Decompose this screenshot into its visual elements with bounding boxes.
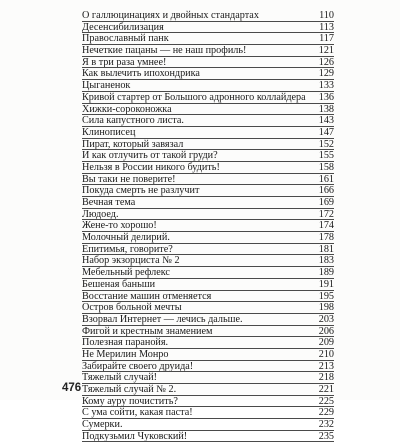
toc-entry [82, 92, 334, 104]
toc-entry-page: 221 [318, 384, 334, 395]
toc-entry [82, 68, 334, 80]
toc-entry [82, 162, 334, 174]
toc-entry [82, 115, 334, 127]
toc-entry [82, 431, 334, 442]
toc-entry-title: Полезная паранойя. [82, 337, 169, 349]
toc-entry-title: Тяжелый случай № 2. [82, 384, 177, 395]
toc-entry-page: 232 [318, 419, 334, 431]
toc-entry-title: Как вылечить ипохондрика [82, 68, 200, 80]
toc-entry-page: 136 [318, 91, 334, 103]
toc-entry-title: Покуда смерть не разлучит [82, 185, 200, 197]
toc-entry-page: 213 [318, 360, 334, 372]
toc-entry [82, 302, 334, 314]
toc-entry-title: Десенсибилизация [82, 21, 164, 33]
toc-entry-title: Людоед. [82, 208, 119, 220]
toc-entry [82, 150, 334, 162]
toc-entry [82, 396, 334, 408]
page-number: 476 [62, 382, 82, 394]
toc-entry-page: 138 [318, 103, 334, 115]
toc-entry-page: 174 [318, 220, 334, 232]
toc-entry-title: Фигой и крестным знамением [82, 325, 213, 337]
toc-entry-title: Сила капустного листа. [82, 115, 184, 127]
toc-entry [82, 384, 334, 396]
toc-entry-page: 169 [318, 197, 334, 208]
toc-entry-page: 161 [318, 173, 334, 185]
toc-entry [82, 419, 334, 431]
toc-entry-title: Хижки-сороконожка [82, 103, 172, 115]
toc-entry [82, 337, 334, 349]
toc-entry-title: Мебельный рефлекс [82, 267, 170, 279]
toc-entry-page: 210 [318, 348, 334, 360]
toc-entry-page: 195 [318, 290, 334, 302]
toc-entry-title: Остров больной мечты [82, 302, 182, 314]
toc-entry-page: 191 [318, 278, 334, 290]
toc-entry-title: Тяжелый случай! [82, 372, 158, 384]
toc-entry [82, 80, 334, 92]
toc-entry [82, 407, 334, 419]
toc-entry-title: Православный панк [82, 33, 169, 45]
toc-entry-title: Взорвал Интернет — лечись дальше. [82, 313, 243, 325]
toc-entry-title: Сумерки. [82, 419, 123, 431]
toc-entry-title: Восстание машин отменяется [82, 290, 212, 302]
toc-entry-page: 235 [318, 430, 334, 442]
toc-entry-title: Набор экзорциста № 2 [82, 255, 180, 267]
toc-entry-page: 113 [319, 21, 334, 33]
toc-entry [82, 291, 334, 303]
toc-entry-page: 181 [318, 243, 334, 255]
toc-entry [82, 139, 334, 151]
toc-entry-title: Клинописец [82, 126, 136, 138]
toc-entry-page: 152 [318, 138, 334, 150]
toc-entry-title: Вечная тема [82, 197, 136, 208]
toc-entry-title: Пират, который завязал [82, 138, 184, 150]
toc-entry-page: 143 [318, 115, 334, 127]
toc-entry-page: 183 [318, 255, 334, 267]
toc-entry-page: 121 [318, 45, 334, 57]
toc-entry-title: Вы таки не поверите! [82, 173, 176, 185]
toc-entry [82, 372, 334, 384]
toc-entry-page: 198 [318, 302, 334, 314]
toc-entry [82, 45, 334, 57]
toc-entry [82, 255, 334, 267]
toc-entry-title: Кривой стартер от Большого адронного коллайдера [82, 91, 306, 103]
toc-entry-page: 218 [318, 372, 334, 384]
toc-entry [82, 127, 334, 139]
toc-entry-title: Забирайте своего друида! [82, 360, 194, 372]
toc-entry-page: 209 [318, 337, 334, 349]
toc-entry-title: Молочный делирий. [82, 232, 170, 244]
toc-entry [82, 361, 334, 373]
toc-entry-title: Подкузьмил Чуковский! [82, 430, 188, 442]
toc-entry [82, 185, 334, 197]
toc-entry-page: 203 [318, 313, 334, 325]
toc-entry-page: 166 [318, 185, 334, 197]
toc-entry-title: Нельзя в России никого будить! [82, 161, 220, 173]
toc-entry-title: Нечеткие пацаны — не наш профиль! [82, 45, 247, 57]
toc-entry-page: 158 [318, 161, 334, 173]
toc-entry-page: 110 [319, 10, 334, 21]
toc-entry [82, 220, 334, 232]
toc-entry [82, 314, 334, 326]
toc-entry [82, 10, 334, 22]
toc-entry-page: 147 [318, 126, 334, 138]
toc-entry-title: Не Мерилин Монро [82, 348, 169, 360]
toc-entry-title: О галлюцинациях и двойных стандартах [82, 10, 259, 21]
toc-entry-title: И как отлучить от такой груди? [82, 150, 218, 162]
toc-entry-page: 225 [318, 395, 334, 407]
toc-entry-page: 126 [318, 56, 334, 68]
toc-entry [82, 22, 334, 34]
toc-entry-title: Цыганенок [82, 80, 131, 92]
toc-entry [82, 33, 334, 45]
toc-entry-page: 117 [319, 33, 334, 45]
toc-entry [82, 104, 334, 116]
toc-entry-title: Кому ауру почистить? [82, 395, 178, 407]
toc-entry-page: 178 [318, 232, 334, 244]
toc-entry-page: 133 [318, 80, 334, 92]
toc-entry-title: Бешеная баньши [82, 278, 156, 290]
toc-entry-page: 155 [318, 150, 334, 162]
toc-entry-page: 206 [318, 325, 334, 337]
toc-entry-title: С ума сойти, какая паста! [82, 407, 193, 419]
toc-entry [82, 326, 334, 338]
toc-entry [82, 244, 334, 256]
toc-entry-title: Епитимья, говорите? [82, 243, 173, 255]
table-of-contents [82, 10, 334, 442]
toc-entry [82, 232, 334, 244]
toc-entry-page: 129 [318, 68, 334, 80]
toc-entry [82, 209, 334, 221]
toc-entry [82, 57, 334, 69]
toc-entry [82, 349, 334, 361]
toc-entry [82, 174, 334, 186]
toc-entry-title: Жене-то хорошо! [82, 220, 157, 232]
toc-entry [82, 267, 334, 279]
toc-entry-title: Я в три раза умнее! [82, 56, 167, 68]
toc-entry-page: 229 [318, 407, 334, 419]
toc-entry [82, 197, 334, 209]
toc-entry-page: 189 [318, 267, 334, 279]
toc-entry-page: 172 [318, 208, 334, 220]
toc-entry [82, 279, 334, 291]
